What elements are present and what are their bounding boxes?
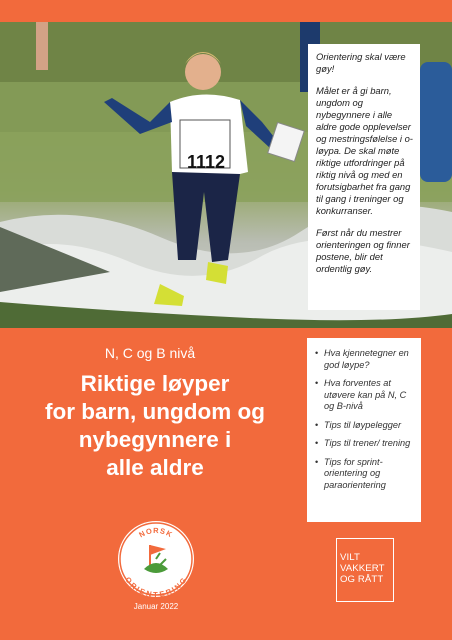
list-item: • Tips til trener/ trening: [315, 438, 415, 450]
norsk-orientering-logo-icon: [116, 519, 196, 599]
title-line: Riktige løyper: [80, 371, 230, 396]
cover-title: [0, 370, 310, 482]
spectator-leg-left: [36, 22, 48, 70]
intro-paragraph-2: Først når du mestrer orienteringen og finner postene, blir det ordentlig gøy.: [316, 227, 410, 274]
logo-bottom-text: ORIENTERING: [123, 575, 189, 599]
intro-paragraph-1: Målet er å gi barn, ungdom og nybegynnere i alle aldre gode opplevelser og mestringsfølelse i o-løypa. De skal møte riktige utfordringer på riktig nivå og med en forutsigbarhet fra gang til gang i treninger og konkurranser.: [316, 85, 413, 216]
publication-date: Januar 2022: [133, 602, 179, 611]
list-item: • Hva forventes at utøvere kan på N, C og B-nivå: [315, 378, 415, 413]
topics-list: [315, 348, 415, 491]
top-band: [0, 0, 452, 22]
intro-box: [308, 44, 420, 310]
title-line: alle aldre: [106, 455, 204, 480]
intro-heading: Orientering skal være gøy!: [316, 51, 406, 74]
slogan-box: [336, 538, 394, 602]
runner-head: [185, 54, 221, 90]
topics-box: [307, 338, 421, 522]
spectator-arm: [420, 62, 452, 182]
slogan-line: VILT: [340, 552, 360, 563]
cover-subtitle: N, C og B nivå: [104, 345, 196, 361]
list-item: • Tips for sprint-orientering og paraorientering: [315, 457, 415, 492]
title-line: for barn, ungdom og: [45, 399, 265, 424]
slogan-line: OG RÅTT: [340, 574, 384, 585]
list-item: • Tips til løypelegger: [315, 420, 415, 432]
bib-number: 1112: [186, 152, 226, 172]
title-line: nybegynnere i: [78, 427, 232, 452]
runner-legs: [172, 172, 240, 262]
list-item: • Hva kjennetegner en god løype?: [315, 348, 415, 371]
logo-top-text: NORSK: [137, 525, 175, 540]
slogan-line: VAKKERT: [340, 563, 385, 574]
